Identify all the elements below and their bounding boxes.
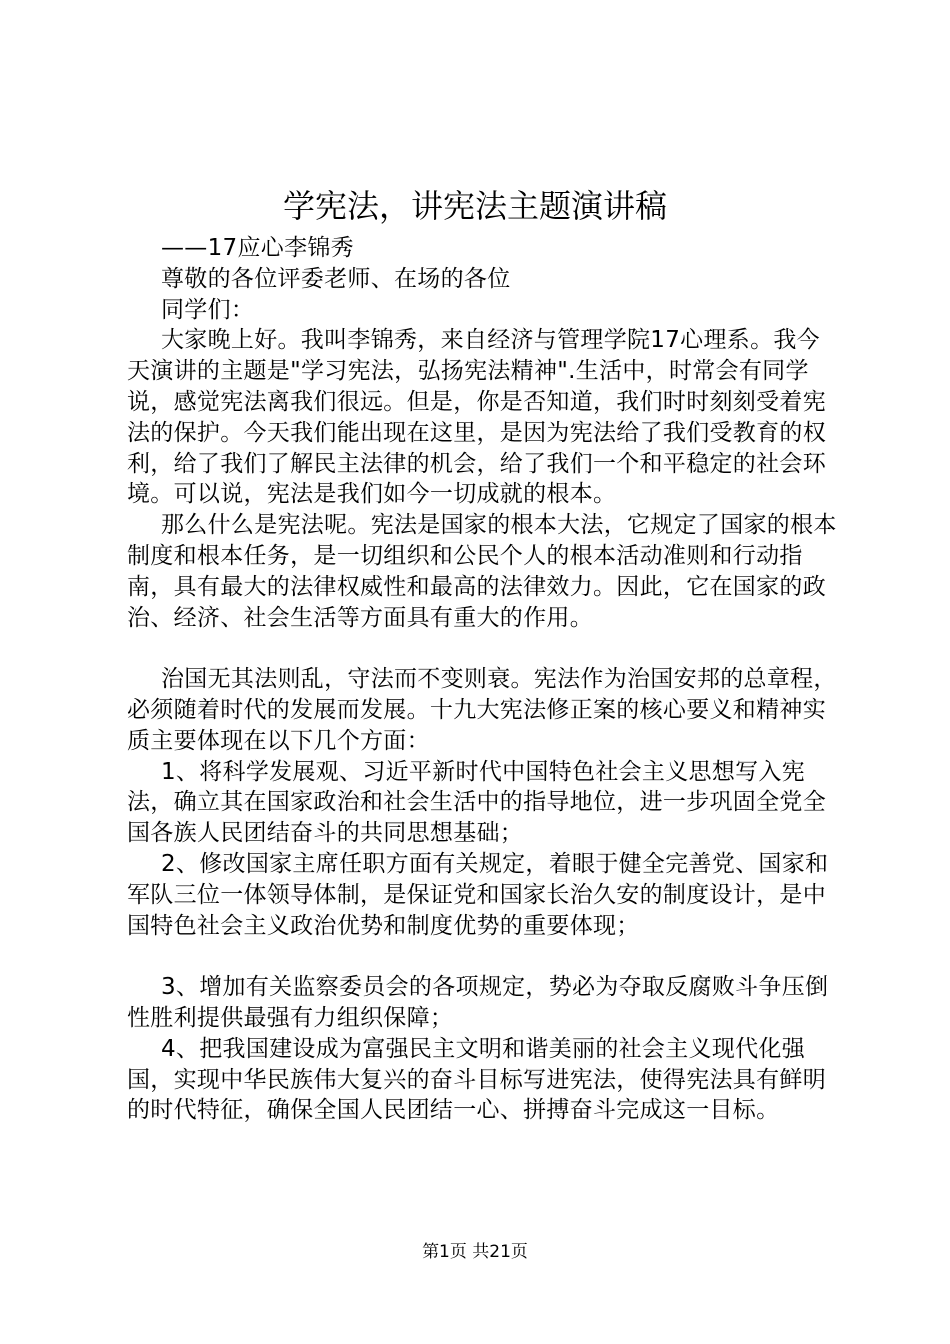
list-item-1: 1、将科学发展观、习近平新时代中国特色社会主义思想写入宪法，确立其在国家政治和社会生活中的指导地位，进一步巩固全党全国各族人民团结奋斗的共同思想基础； — [127, 758, 826, 847]
list-item-4: 4、把我国建设成为富强民主文明和谐美丽的社会主义现代化强国，实现中华民族伟大复兴的奋斗目标写进宪法，使得宪法具有鲜明的时代特征，确保全国人民团结一心、拼搏奋斗完成这一目标。 — [127, 1035, 826, 1124]
page-number-footer: 第1页 共21页 — [422, 1242, 528, 1262]
paragraph-definition: 那么什么是宪法呢。宪法是国家的根本大法，它规定了国家的根本制度和根本任务，是一切组织和公民个人的根本活动准则和行动指南，具有最大的法律权威性和最高的法律效力。因此，它在国家的政治、经济、社会生活等方面具有重大的作用。 — [127, 512, 837, 631]
paragraph-governance: 治国无其法则乱，守法而不变则衰。宪法作为治国安邦的总章程，必须随着时代的发展而发展。十九大宪法修正案的核心要义和精神实质主要体现在以下几个方面： — [127, 666, 837, 754]
list-item-3: 3、增加有关监察委员会的各项规定，势必为夺取反腐败斗争压倒性胜利提供最强有力组织保障； — [127, 974, 829, 1031]
document-body — [127, 233, 842, 1126]
salutation-line-2: 同学们： — [161, 296, 255, 323]
list-item-2: 2、修改国家主席任职方面有关规定，着眼于健全完善党、国家和军队三位一体领导体制，是保证党和国家长治久安的制度设计，是中国特色社会主义政治优势和制度优势的重要体现； — [127, 850, 829, 939]
document-title: 学宪法，讲宪法主题演讲稿 — [282, 187, 667, 225]
paragraph-intro: 大家晚上好。我叫李锦秀，来自经济与管理学院17心理系。我今天演讲的主题是"学习宪法，弘扬宪法精神".生活中，时常会有同学说，感觉宪法离我们很远。但是，你是否知道，我们时时刻刻受着宪法的保护。今天我们能出现在这里，是因为宪法给了我们受教育的权利，给了我们了解民主法律的机会，给了我们一个和平稳定的社会环境。可以说，宪法是我们如今一切成就的根本。 — [127, 327, 826, 508]
salutation-line-1: 尊敬的各位评委老师、在场的各位 — [161, 265, 511, 292]
author-line: ——17应心李锦秀 — [161, 235, 354, 261]
